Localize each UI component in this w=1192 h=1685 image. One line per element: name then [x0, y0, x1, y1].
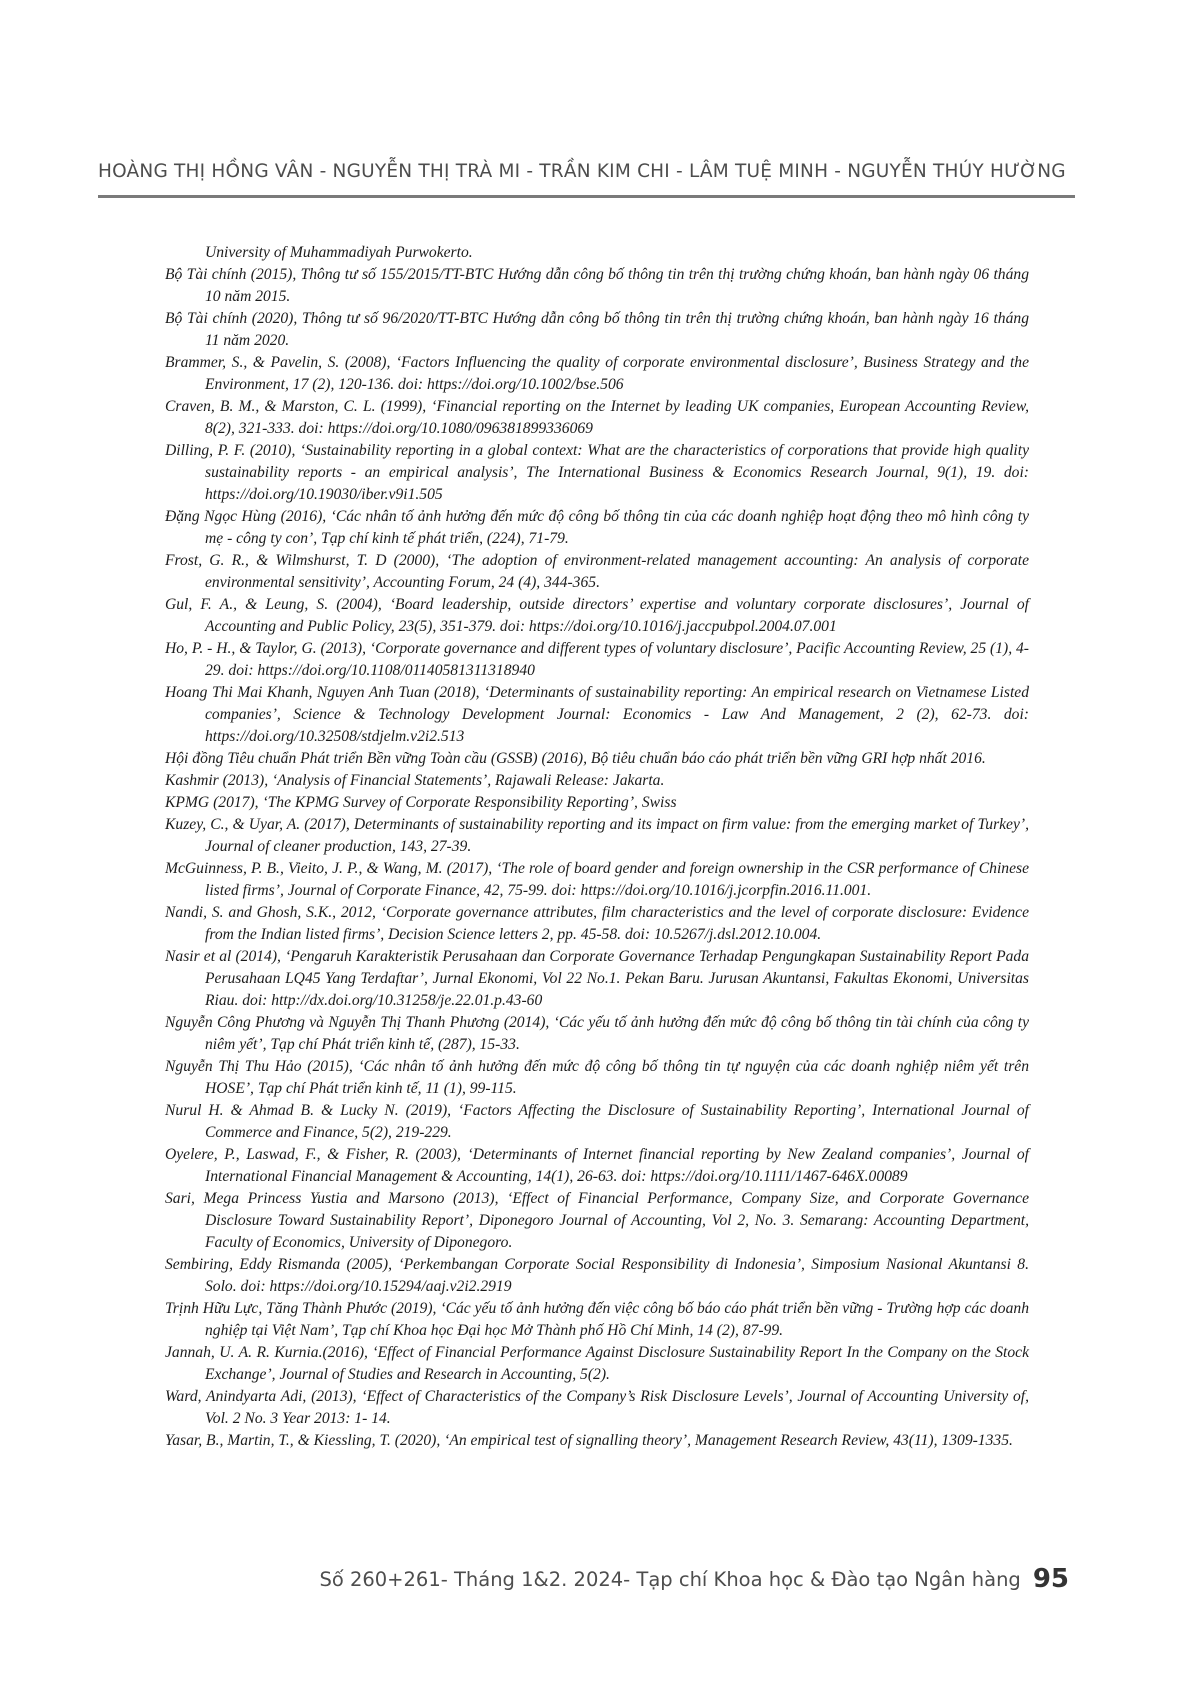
reference-entry: Yasar, B., Martin, T., & Kiessling, T. (2020), ‘An empirical test of signalling theory’, Management Research Review, 43(11), 1309-1335. — [165, 1432, 1013, 1449]
reference-entry: Nasir et al (2014), ‘Pengaruh Karakteristik Perusahaan dan Corporate Governance Terhadap Pengungkapan Sustainability Report Pada Perusahaan LQ45 Yang Terdaftar’, Jurnal Ekonomi, Vol 22 No.1. Pekan Baru. Jurusan Akuntansi, Fakultas Ekonomi, Universitas Riau. doi: http://dx.doi.org/10.31258/je.22.01.p.43-60 — [165, 948, 1029, 1009]
reference-entry: Bộ Tài chính (2020), Thông tư số 96/2020/TT-BTC Hướng dẫn công bố thông tin trên thị trường chứng khoán, ban hành ngày 16 tháng 11 năm 2020. — [165, 310, 1029, 349]
journal-issue-line: Số 260+261- Tháng 1&2. 2024- Tạp chí Khoa học & Đào tạo Ngân hàng — [319, 1568, 1021, 1591]
reference-entry: Hội đồng Tiêu chuẩn Phát triển Bền vững Toàn cầu (GSSB) (2016), Bộ tiêu chuẩn báo cáo phát triển bền vững GRI hợp nhất 2016. — [165, 750, 986, 767]
reference-entry: Gul, F. A., & Leung, S. (2004), ‘Board leadership, outside directors’ expertise and voluntary corporate disclosures’, Journal of Accounting and Public Policy, 23(5), 351-379. doi: https://doi.org/10.1016/j.jaccpubpol.2004.07.001 — [165, 596, 1029, 635]
reference-entry: Oyelere, P., Laswad, F., & Fisher, R. (2003), ‘Determinants of Internet financial reporting by New Zealand companies’, Journal of International Financial Management & Accounting, 14(1), 26-63. doi: https://doi.org/10.1111/1467-646X.00089 — [165, 1146, 1029, 1185]
reference-entry: Hoang Thi Mai Khanh, Nguyen Anh Tuan (2018), ‘Determinants of sustainability reporting: An empirical research on Vietnamese Listed companies’, Science & Technology Development Journal: Economics - Law And Management, 2 (2), 62-73. doi: https://doi.org/10.32508/stdjelm.v2i2.513 — [165, 684, 1029, 745]
reference-entry: University of Muhammadiyah Purwokerto. — [205, 244, 473, 261]
reference-entry: Nguyễn Công Phương và Nguyễn Thị Thanh Phương (2014), ‘Các yếu tố ảnh hưởng đến mức độ công bố thông tin tài chính của công ty niêm yết’, Tạp chí Phát triển kinh tế, (287), 15-33. — [165, 1014, 1029, 1053]
reference-entry: Dilling, P. F. (2010), ‘Sustainability reporting in a global context: What are the characteristics of corporations that provide high quality sustainability reports - an empirical analysis’, The International Business & Economics Research Journal, 9(1), 19. doi: https://doi.org/10.19030/iber.v9i1.505 — [165, 442, 1029, 503]
header-divider — [98, 195, 1075, 198]
reference-entry: Trịnh Hữu Lực, Tăng Thành Phước (2019), ‘Các yếu tố ảnh hưởng đến việc công bố báo cáo phát triển bền vững - Trường hợp các doanh nghiệp tại Việt Nam’, Tạp chí Khoa học Đại học Mở Thành phố Hồ Chí Minh, 14 (2), 87-99. — [165, 1300, 1029, 1339]
reference-entry: Sari, Mega Princess Yustia and Marsono (2013), ‘Effect of Financial Performance, Company Size, and Corporate Governance Disclosure Toward Sustainability Report’, Diponegoro Journal of Accounting, Vol 2, No. 3. Semarang: Accounting Department, Faculty of Economics, University of Diponegoro. — [165, 1190, 1029, 1251]
running-header-authors: HOÀNG THỊ HỒNG VÂN - NGUYỄN THỊ TRÀ MI - TRẦN KIM CHI - LÂM TUỆ MINH - NGUYỄN THÚY HƯỜNG — [98, 161, 1066, 182]
reference-entry: Nurul H. & Ahmad B. & Lucky N. (2019), ‘Factors Affecting the Disclosure of Sustainability Reporting’, International Journal of Commerce and Finance, 5(2), 219-229. — [165, 1102, 1029, 1141]
reference-entry: Bộ Tài chính (2015), Thông tư số 155/2015/TT-BTC Hướng dẫn công bố thông tin trên thị trường chứng khoán, ban hành ngày 06 tháng 10 năm 2015. — [165, 266, 1029, 305]
reference-entry: Brammer, S., & Pavelin, S. (2008), ‘Factors Influencing the quality of corporate environmental disclosure’, Business Strategy and the Environment, 17 (2), 120-136. doi: https://doi.org/10.1002/bse.506 — [165, 354, 1029, 393]
reference-entry: Nandi, S. and Ghosh, S.K., 2012, ‘Corporate governance attributes, film characteristics and the level of corporate disclosure: Evidence from the Indian listed firms’, Decision Science letters 2, pp. 45-58. doi: 10.5267/j.dsl.2012.10.004. — [165, 904, 1029, 943]
reference-entry: Frost, G. R., & Wilmshurst, T. D (2000), ‘The adoption of environment-related management accounting: An analysis of corporate environmental sensitivity’, Accounting Forum, 24 (4), 344-365. — [165, 552, 1029, 591]
reference-entry: Kashmir (2013), ‘Analysis of Financial Statements’, Rajawali Release: Jakarta. — [165, 772, 665, 789]
reference-entry: Sembiring, Eddy Rismanda (2005), ‘Perkembangan Corporate Social Responsibility di Indonesia’, Simposium Nasional Akuntansi 8. Solo. doi: https://doi.org/10.15294/aaj.v2i2.2919 — [165, 1256, 1029, 1295]
reference-entry: KPMG (2017), ‘The KPMG Survey of Corporate Responsibility Reporting’, Swiss — [165, 794, 677, 811]
reference-entry: Ward, Anindyarta Adi, (2013), ‘Effect of Characteristics of the Company’s Risk Disclosure Levels’, Journal of Accounting University of, Vol. 2 No. 3 Year 2013: 1- 14. — [165, 1388, 1029, 1427]
page-number: 95 — [1032, 1564, 1069, 1594]
page-footer — [319, 1563, 1069, 1596]
reference-entry: Ho, P. - H., & Taylor, G. (2013), ‘Corporate governance and different types of voluntary disclosure’, Pacific Accounting Review, 25 (1), 4-29. doi: https://doi.org/10.1108/01140581311318940 — [165, 640, 1030, 679]
reference-entry: Kuzey, C., & Uyar, A. (2017), Determinants of sustainability reporting and its impact on firm value: from the emerging market of Turkey’, Journal of cleaner production, 143, 27-39. — [165, 816, 1029, 855]
reference-list — [165, 242, 1029, 1452]
reference-entry: Jannah, U. A. R. Kurnia.(2016), ‘Effect of Financial Performance Against Disclosure Sustainability Report In the Company on the Stock Exchange’, Journal of Studies and Research in Accounting, 5(2). — [165, 1344, 1029, 1383]
reference-entry: McGuinness, P. B., Vieito, J. P., & Wang, M. (2017), ‘The role of board gender and foreign ownership in the CSR performance of Chinese listed firms’, Journal of Corporate Finance, 42, 75-99. doi: https://doi.org/10.1016/j.jcorpfin.2016.11.001. — [165, 860, 1029, 899]
reference-entry: Craven, B. M., & Marston, C. L. (1999), ‘Financial reporting on the Internet by leading UK companies, European Accounting Review, 8(2), 321-333. doi: https://doi.org/10.1080/096381899336069 — [165, 398, 1029, 437]
reference-entry: Nguyễn Thị Thu Hảo (2015), ‘Các nhân tố ảnh hưởng đến mức độ công bố thông tin tự nguyện của các doanh nghiệp niêm yết trên HOSE’, Tạp chí Phát triển kinh tế, 11 (1), 99-115. — [165, 1058, 1029, 1097]
reference-entry: Đặng Ngọc Hùng (2016), ‘Các nhân tố ảnh hưởng đến mức độ công bố thông tin của các doanh nghiệp hoạt động theo mô hình công ty mẹ - công ty con’, Tạp chí kinh tế phát triển, (224), 71-79. — [165, 508, 1029, 547]
